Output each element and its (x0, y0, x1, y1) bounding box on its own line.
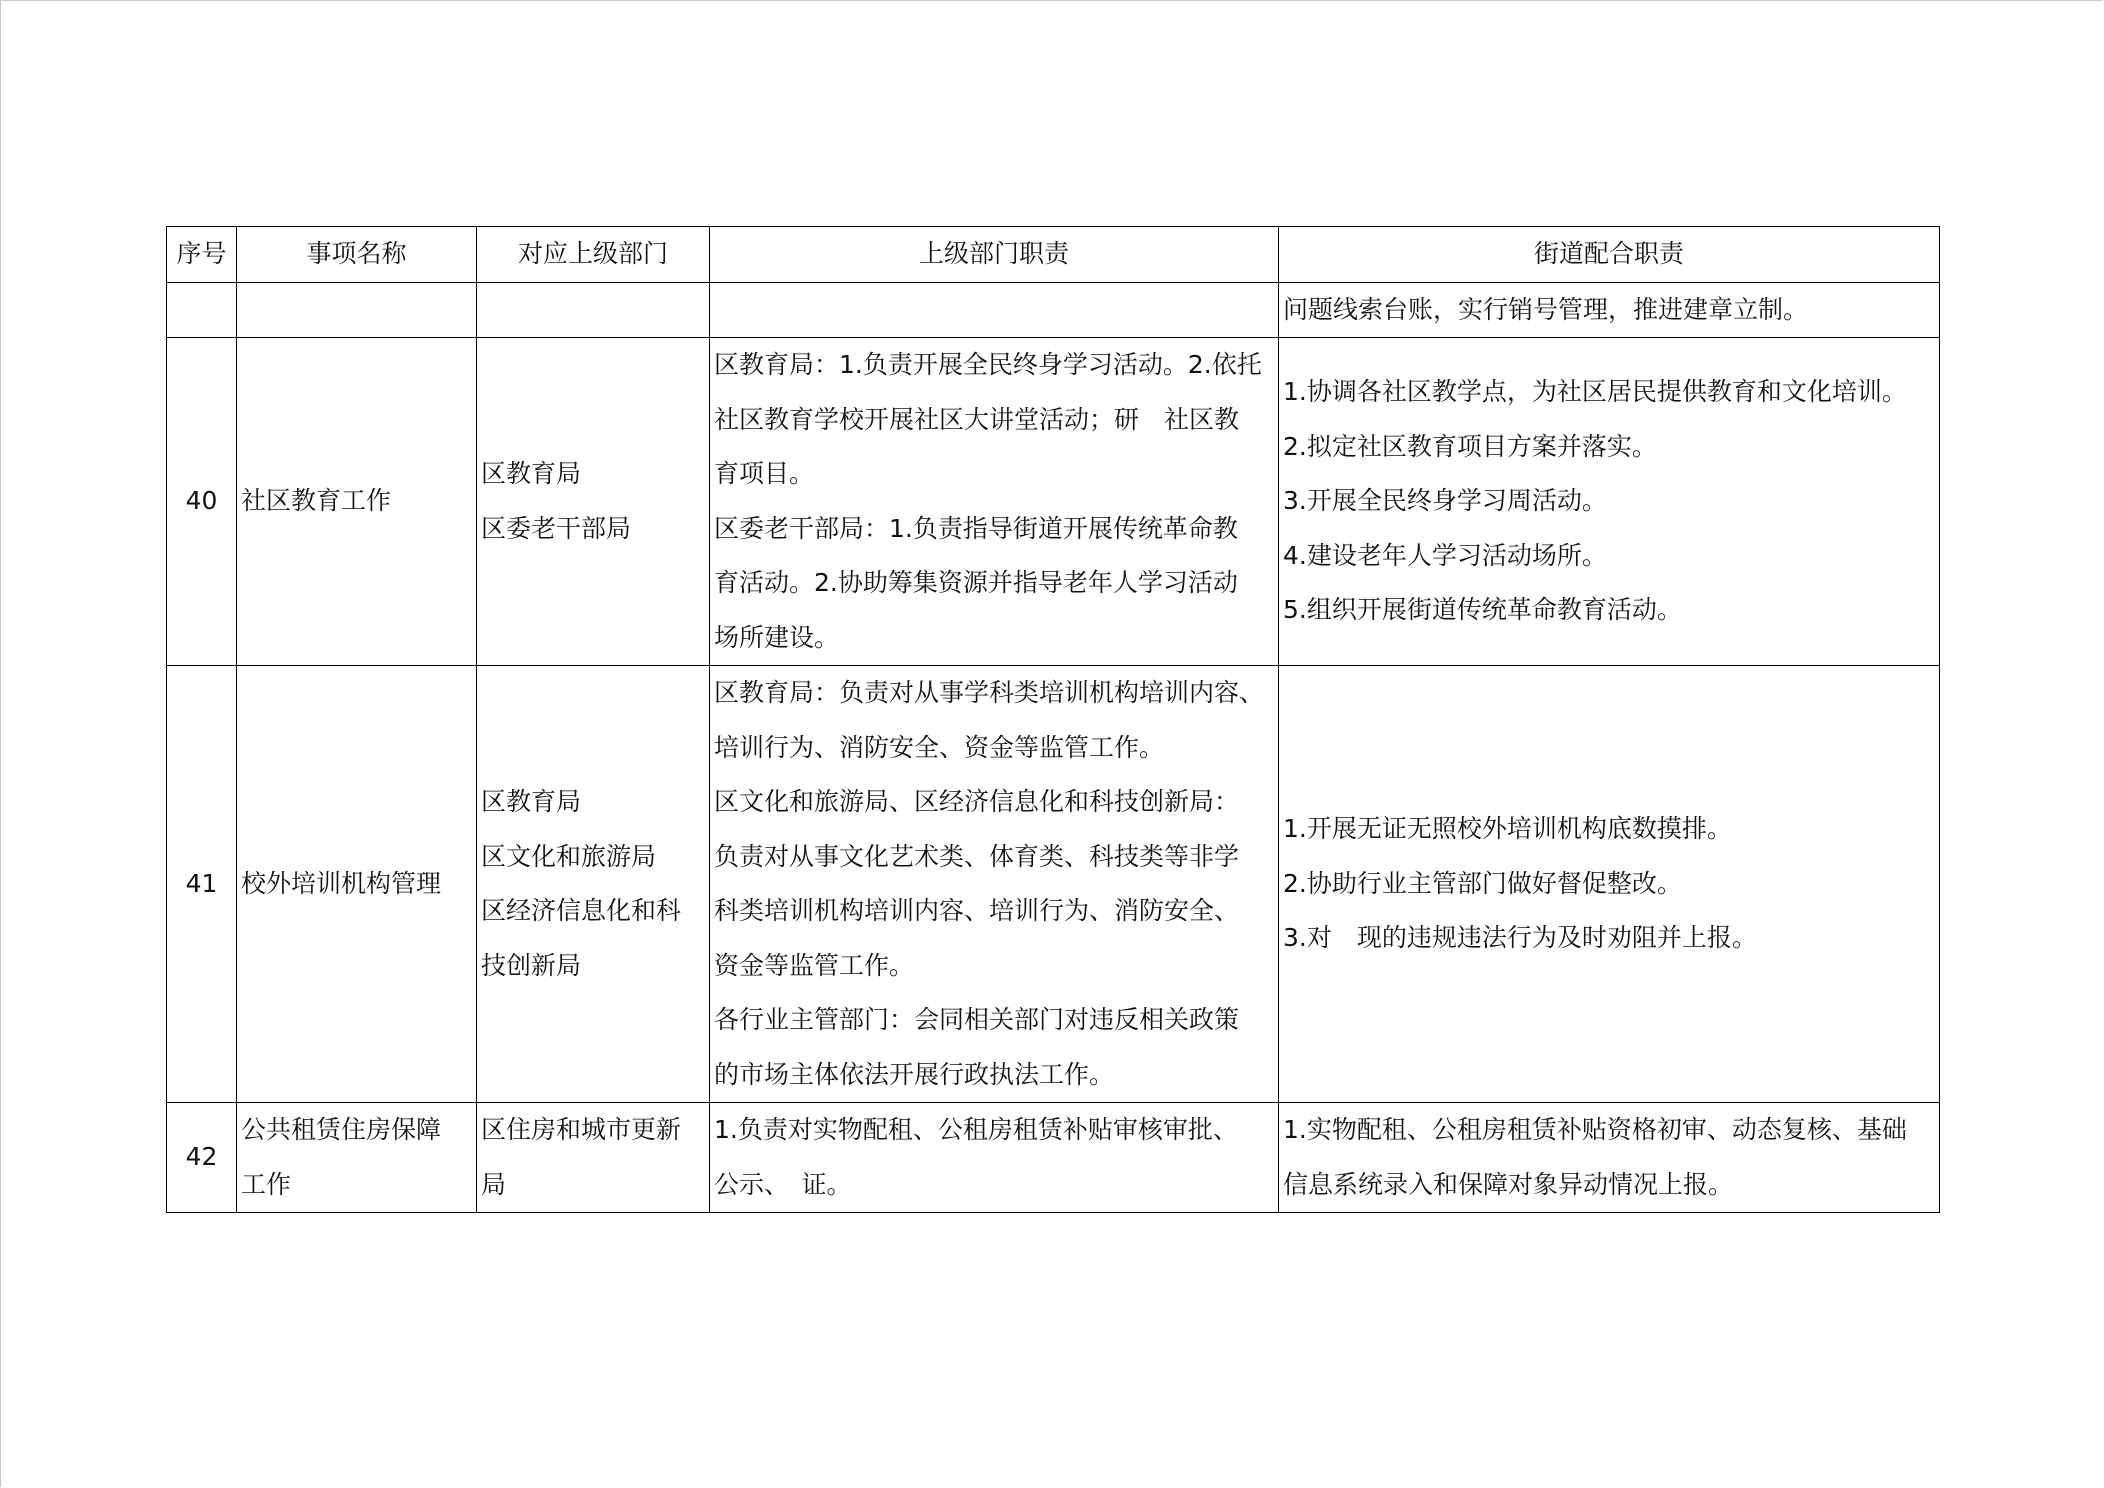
cell-street-duty-line: 5.组织开展街道传统革命教育活动。 (1283, 595, 1682, 625)
cell-item-name-line: 校外培训机构管理 (241, 868, 442, 898)
cell-dept-duty-line: 区教育局：1.负责开展全民终身学习活动。2.依托 (714, 350, 1262, 379)
cell-dept-duty (710, 1103, 1279, 1213)
cell-dept-line: 区文化和旅游局 (481, 841, 657, 871)
cell-seq: 40 (167, 338, 237, 666)
cell-dept (477, 1103, 710, 1213)
cell-dept-duty-line: 育项目。 (714, 459, 815, 488)
cell-dept-duty-line: 社区教育学校开展社区大讲堂活动；研 社区教 (714, 404, 1240, 434)
cell-dept-duty-line: 区文化和旅游局、区经济信息化和科技创新局： (714, 787, 1240, 816)
cell-street-duty-line: 2.协助行业主管部门做好督促整改。 (1283, 868, 1682, 898)
cell-dept-line: 区委老干部局 (481, 513, 632, 543)
cell-dept-duty-line: 场所建设。 (714, 622, 840, 652)
continuation-dept-duty (710, 282, 1279, 338)
cell-dept-duty-line: 育活动。2.协助筹集资源并指导老年人学习活动 (714, 568, 1238, 597)
cell-street-duty (1279, 338, 1940, 666)
cell-item-name-line: 工作 (241, 1169, 292, 1199)
header-item-name: 事项名称 (237, 227, 477, 283)
cell-dept-line: 技创新局 (481, 950, 582, 980)
cell-street-duty-line: 1.实物配租、公租房租赁补贴资格初审、动态复核、基础 (1283, 1115, 1907, 1144)
cell-dept-duty-line: 资金等监管工作。 (714, 950, 915, 980)
continuation-dept (477, 282, 710, 338)
cell-street-duty-line: 3.开展全民终身学习周活动。 (1283, 486, 1607, 516)
duty-table (166, 226, 1940, 1213)
cell-dept (477, 338, 710, 666)
table-row (167, 1103, 1940, 1213)
cell-street-duty-line: 信息系统录入和保障对象异动情况上报。 (1283, 1169, 1734, 1199)
cell-dept-duty-line: 各行业主管部门：会同相关部门对违反相关政策 (714, 1005, 1240, 1034)
continuation-street-duty: 问题线索台账，实行销号管理，推进建章立制。 (1279, 282, 1940, 338)
cell-dept-duty-line: 1.负责对实物配租、公租房租赁补贴审核审批、 (714, 1115, 1238, 1144)
continuation-item (237, 282, 477, 338)
cell-street-duty-line: 1.开展无证无照校外培训机构底数摸排。 (1283, 814, 1732, 844)
cell-dept-duty (710, 666, 1279, 1103)
cell-dept-duty-line: 区委老干部局：1.负责指导街道开展传统革命教 (714, 513, 1238, 543)
table-header-row (167, 227, 1940, 283)
cell-dept-duty-line: 负责对从事文化艺术类、体育类、科技类等非学 (714, 841, 1240, 871)
cell-dept-duty-line: 公示、 证。 (714, 1169, 852, 1199)
header-dept: 对应上级部门 (477, 227, 710, 283)
header-dept-duty: 上级部门职责 (710, 227, 1279, 283)
cell-dept-duty-line: 培训行为、消防安全、资金等监管工作。 (714, 732, 1165, 762)
cell-item-name-line: 社区教育工作 (241, 486, 392, 516)
cell-street-duty-line: 4.建设老年人学习活动场所。 (1283, 540, 1607, 570)
cell-street-duty (1279, 1103, 1940, 1213)
cell-dept-duty-line: 区教育局：负责对从事学科类培训机构培训内容、 (714, 678, 1265, 707)
continuation-row (167, 282, 1940, 338)
cell-dept-duty-line: 的市场主体依法开展行政执法工作。 (714, 1059, 1115, 1089)
header-street-duty: 街道配合职责 (1279, 227, 1940, 283)
cell-dept-duty-line: 科类培训机构培训内容、培训行为、消防安全、 (714, 896, 1240, 925)
cell-item-name (237, 338, 477, 666)
cell-item-name (237, 1103, 477, 1213)
cell-dept (477, 666, 710, 1103)
header-seq: 序号 (167, 227, 237, 283)
cell-street-duty-line: 1.协调各社区教学点，为社区居民提供教育和文化培训。 (1283, 377, 1907, 407)
cell-dept-duty (710, 338, 1279, 666)
cell-item-name-line: 公共租赁住房保障 (241, 1115, 442, 1144)
cell-street-duty-line: 3.对 现的违规违法行为及时劝阻并上报。 (1283, 923, 1757, 953)
cell-item-name (237, 666, 477, 1103)
cell-dept-line: 局 (481, 1169, 507, 1199)
cell-dept-line: 区教育局 (481, 459, 582, 488)
cell-seq: 42 (167, 1103, 237, 1213)
cell-street-duty-line: 2.拟定社区教育项目方案并落实。 (1283, 431, 1657, 461)
table-row (167, 338, 1940, 666)
cell-seq: 41 (167, 666, 237, 1103)
cell-dept-line: 区经济信息化和科 (481, 896, 682, 925)
cell-dept-line: 区教育局 (481, 787, 582, 816)
cell-street-duty (1279, 666, 1940, 1103)
table-row (167, 666, 1940, 1103)
cell-dept-line: 区住房和城市更新 (481, 1115, 682, 1144)
continuation-seq (167, 282, 237, 338)
